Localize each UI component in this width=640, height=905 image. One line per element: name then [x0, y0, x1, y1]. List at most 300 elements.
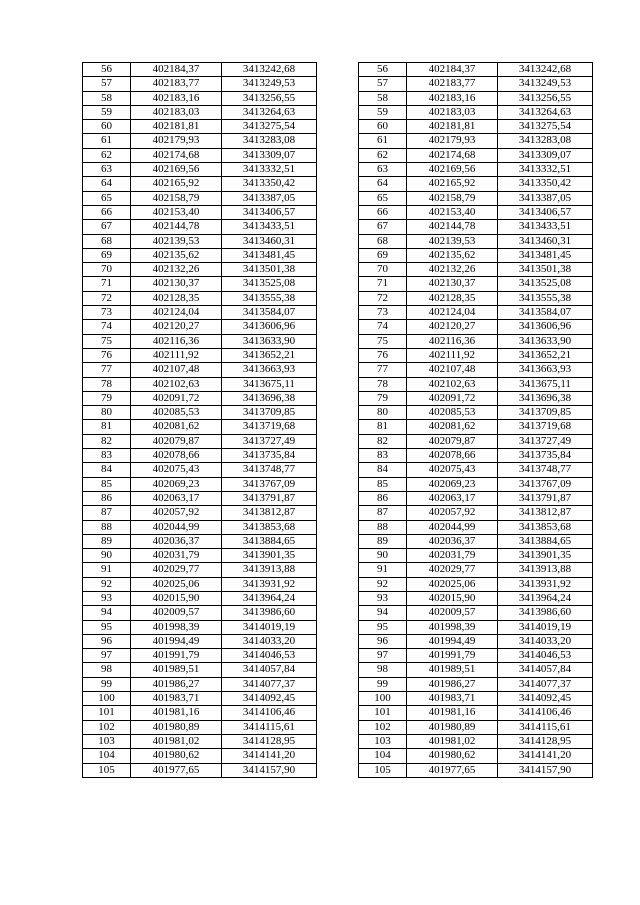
- left-x-coordinate-cell: 402057,92: [131, 506, 222, 520]
- right-x-coordinate-cell: 402158,79: [407, 191, 498, 205]
- right-point-number-cell: 56: [359, 63, 407, 77]
- column-gap: [317, 105, 359, 119]
- left-x-coordinate-cell: 402063,17: [131, 491, 222, 505]
- table-row: [83, 434, 593, 448]
- left-x-coordinate-cell: 402044,99: [131, 520, 222, 534]
- left-y-coordinate-cell: 3413931,92: [222, 577, 317, 591]
- left-point-number-cell: 75: [83, 334, 131, 348]
- right-y-coordinate-cell: 3414092,45: [498, 692, 593, 706]
- left-point-number-cell: 101: [83, 706, 131, 720]
- right-x-coordinate-cell: 402009,57: [407, 606, 498, 620]
- left-y-coordinate-cell: 3413633,90: [222, 334, 317, 348]
- left-point-number-cell: 95: [83, 620, 131, 634]
- left-y-coordinate-cell: 3413460,31: [222, 234, 317, 248]
- left-y-coordinate-cell: 3413350,42: [222, 177, 317, 191]
- left-point-number-cell: 70: [83, 263, 131, 277]
- column-gap: [317, 134, 359, 148]
- left-point-number-cell: 72: [83, 291, 131, 305]
- left-y-coordinate-cell: 3413767,09: [222, 477, 317, 491]
- right-x-coordinate-cell: 402079,87: [407, 434, 498, 448]
- right-y-coordinate-cell: 3414115,61: [498, 720, 593, 734]
- left-y-coordinate-cell: 3414106,46: [222, 706, 317, 720]
- right-x-coordinate-cell: 402063,17: [407, 491, 498, 505]
- right-x-coordinate-cell: 402165,92: [407, 177, 498, 191]
- column-gap: [317, 163, 359, 177]
- left-y-coordinate-cell: 3413663,93: [222, 363, 317, 377]
- left-point-number-cell: 76: [83, 348, 131, 362]
- right-y-coordinate-cell: 3413709,85: [498, 406, 593, 420]
- right-x-coordinate-cell: 402111,92: [407, 348, 498, 362]
- left-x-coordinate-cell: 401983,71: [131, 692, 222, 706]
- left-y-coordinate-cell: 3414141,20: [222, 749, 317, 763]
- left-y-coordinate-cell: 3413853,68: [222, 520, 317, 534]
- left-y-coordinate-cell: 3413256,55: [222, 91, 317, 105]
- left-point-number-cell: 85: [83, 477, 131, 491]
- right-x-coordinate-cell: 402135,62: [407, 248, 498, 262]
- left-y-coordinate-cell: 3413242,68: [222, 63, 317, 77]
- right-point-number-cell: 91: [359, 563, 407, 577]
- left-x-coordinate-cell: 402078,66: [131, 449, 222, 463]
- left-point-number-cell: 96: [83, 634, 131, 648]
- left-y-coordinate-cell: 3413913,88: [222, 563, 317, 577]
- right-point-number-cell: 62: [359, 148, 407, 162]
- right-point-number-cell: 73: [359, 306, 407, 320]
- right-x-coordinate-cell: 402015,90: [407, 591, 498, 605]
- right-y-coordinate-cell: 3414077,37: [498, 677, 593, 691]
- left-point-number-cell: 90: [83, 549, 131, 563]
- right-y-coordinate-cell: 3413812,87: [498, 506, 593, 520]
- column-gap: [317, 248, 359, 262]
- column-gap: [317, 406, 359, 420]
- right-point-number-cell: 104: [359, 749, 407, 763]
- left-point-number-cell: 80: [83, 406, 131, 420]
- right-x-coordinate-cell: 402091,72: [407, 391, 498, 405]
- right-x-coordinate-cell: 402139,53: [407, 234, 498, 248]
- table-row: [83, 320, 593, 334]
- column-gap: [317, 191, 359, 205]
- right-point-number-cell: 83: [359, 449, 407, 463]
- table-row: [83, 134, 593, 148]
- right-point-number-cell: 84: [359, 463, 407, 477]
- left-point-number-cell: 71: [83, 277, 131, 291]
- left-y-coordinate-cell: 3413964,24: [222, 591, 317, 605]
- right-x-coordinate-cell: 402181,81: [407, 120, 498, 134]
- left-y-coordinate-cell: 3414092,45: [222, 692, 317, 706]
- right-x-coordinate-cell: 401981,16: [407, 706, 498, 720]
- left-y-coordinate-cell: 3413791,87: [222, 491, 317, 505]
- table-row: [83, 463, 593, 477]
- left-x-coordinate-cell: 402132,26: [131, 263, 222, 277]
- right-y-coordinate-cell: 3413901,35: [498, 549, 593, 563]
- table-row: [83, 63, 593, 77]
- left-point-number-cell: 97: [83, 649, 131, 663]
- right-y-coordinate-cell: 3414157,90: [498, 763, 593, 777]
- right-x-coordinate-cell: 401980,89: [407, 720, 498, 734]
- column-gap: [317, 491, 359, 505]
- left-x-coordinate-cell: 402111,92: [131, 348, 222, 362]
- left-x-coordinate-cell: 402135,62: [131, 248, 222, 262]
- right-point-number-cell: 65: [359, 191, 407, 205]
- left-x-coordinate-cell: 402085,53: [131, 406, 222, 420]
- right-y-coordinate-cell: 3413264,63: [498, 105, 593, 119]
- right-point-number-cell: 82: [359, 434, 407, 448]
- left-x-coordinate-cell: 402183,16: [131, 91, 222, 105]
- right-x-coordinate-cell: 402085,53: [407, 406, 498, 420]
- right-y-coordinate-cell: 3413767,09: [498, 477, 593, 491]
- right-x-coordinate-cell: 402124,04: [407, 306, 498, 320]
- table-row: [83, 634, 593, 648]
- left-x-coordinate-cell: 401998,39: [131, 620, 222, 634]
- column-gap: [317, 692, 359, 706]
- column-gap: [317, 506, 359, 520]
- right-point-number-cell: 88: [359, 520, 407, 534]
- table-row: [83, 191, 593, 205]
- right-x-coordinate-cell: 402183,03: [407, 105, 498, 119]
- right-point-number-cell: 89: [359, 534, 407, 548]
- right-x-coordinate-cell: 402183,16: [407, 91, 498, 105]
- right-x-coordinate-cell: 401991,79: [407, 649, 498, 663]
- table-row: [83, 334, 593, 348]
- left-point-number-cell: 57: [83, 77, 131, 91]
- left-x-coordinate-cell: 402183,03: [131, 105, 222, 119]
- table-row: [83, 763, 593, 777]
- table-row: [83, 677, 593, 691]
- table-row: [83, 420, 593, 434]
- right-point-number-cell: 101: [359, 706, 407, 720]
- left-x-coordinate-cell: 401981,02: [131, 734, 222, 748]
- right-point-number-cell: 63: [359, 163, 407, 177]
- left-y-coordinate-cell: 3413332,51: [222, 163, 317, 177]
- left-point-number-cell: 99: [83, 677, 131, 691]
- right-y-coordinate-cell: 3414106,46: [498, 706, 593, 720]
- left-point-number-cell: 59: [83, 105, 131, 119]
- left-point-number-cell: 86: [83, 491, 131, 505]
- left-x-coordinate-cell: 401991,79: [131, 649, 222, 663]
- right-point-number-cell: 96: [359, 634, 407, 648]
- column-gap: [317, 663, 359, 677]
- right-x-coordinate-cell: 402132,26: [407, 263, 498, 277]
- left-point-number-cell: 62: [83, 148, 131, 162]
- right-point-number-cell: 100: [359, 692, 407, 706]
- left-y-coordinate-cell: 3413709,85: [222, 406, 317, 420]
- left-x-coordinate-cell: 402075,43: [131, 463, 222, 477]
- left-point-number-cell: 63: [83, 163, 131, 177]
- right-y-coordinate-cell: 3413525,08: [498, 277, 593, 291]
- column-gap: [317, 577, 359, 591]
- left-y-coordinate-cell: 3414157,90: [222, 763, 317, 777]
- left-point-number-cell: 74: [83, 320, 131, 334]
- coordinates-table: [82, 62, 593, 778]
- right-point-number-cell: 59: [359, 105, 407, 119]
- left-y-coordinate-cell: 3413675,11: [222, 377, 317, 391]
- left-point-number-cell: 73: [83, 306, 131, 320]
- right-y-coordinate-cell: 3413791,87: [498, 491, 593, 505]
- left-point-number-cell: 58: [83, 91, 131, 105]
- right-y-coordinate-cell: 3414046,53: [498, 649, 593, 663]
- table-row: [83, 663, 593, 677]
- left-y-coordinate-cell: 3413727,49: [222, 434, 317, 448]
- left-y-coordinate-cell: 3413283,08: [222, 134, 317, 148]
- table-row: [83, 620, 593, 634]
- left-x-coordinate-cell: 402031,79: [131, 549, 222, 563]
- left-point-number-cell: 102: [83, 720, 131, 734]
- left-x-coordinate-cell: 402139,53: [131, 234, 222, 248]
- left-x-coordinate-cell: 402009,57: [131, 606, 222, 620]
- right-y-coordinate-cell: 3413748,77: [498, 463, 593, 477]
- left-y-coordinate-cell: 3413309,07: [222, 148, 317, 162]
- right-x-coordinate-cell: 402078,66: [407, 449, 498, 463]
- column-gap: [317, 306, 359, 320]
- left-x-coordinate-cell: 401989,51: [131, 663, 222, 677]
- table-row: [83, 263, 593, 277]
- right-point-number-cell: 87: [359, 506, 407, 520]
- left-y-coordinate-cell: 3413275,54: [222, 120, 317, 134]
- left-y-coordinate-cell: 3413735,84: [222, 449, 317, 463]
- right-x-coordinate-cell: 402029,77: [407, 563, 498, 577]
- right-y-coordinate-cell: 3413853,68: [498, 520, 593, 534]
- table-row: [83, 706, 593, 720]
- left-x-coordinate-cell: 402128,35: [131, 291, 222, 305]
- left-x-coordinate-cell: 402130,37: [131, 277, 222, 291]
- left-y-coordinate-cell: 3413481,45: [222, 248, 317, 262]
- column-gap: [317, 734, 359, 748]
- right-y-coordinate-cell: 3413433,51: [498, 220, 593, 234]
- right-x-coordinate-cell: 402031,79: [407, 549, 498, 563]
- left-y-coordinate-cell: 3413501,38: [222, 263, 317, 277]
- table-row: [83, 105, 593, 119]
- left-y-coordinate-cell: 3413901,35: [222, 549, 317, 563]
- table-row: [83, 77, 593, 91]
- right-y-coordinate-cell: 3414057,84: [498, 663, 593, 677]
- left-y-coordinate-cell: 3413986,60: [222, 606, 317, 620]
- right-point-number-cell: 97: [359, 649, 407, 663]
- table-row: [83, 377, 593, 391]
- right-x-coordinate-cell: 402107,48: [407, 363, 498, 377]
- left-x-coordinate-cell: 402124,04: [131, 306, 222, 320]
- left-point-number-cell: 60: [83, 120, 131, 134]
- right-y-coordinate-cell: 3413931,92: [498, 577, 593, 591]
- column-gap: [317, 363, 359, 377]
- left-x-coordinate-cell: 402102,63: [131, 377, 222, 391]
- left-y-coordinate-cell: 3413606,96: [222, 320, 317, 334]
- left-point-number-cell: 93: [83, 591, 131, 605]
- left-x-coordinate-cell: 402158,79: [131, 191, 222, 205]
- table-row: [83, 234, 593, 248]
- table-row: [83, 363, 593, 377]
- right-x-coordinate-cell: 402174,68: [407, 148, 498, 162]
- right-y-coordinate-cell: 3413663,93: [498, 363, 593, 377]
- column-gap: [317, 463, 359, 477]
- right-point-number-cell: 102: [359, 720, 407, 734]
- right-y-coordinate-cell: 3413735,84: [498, 449, 593, 463]
- column-gap: [317, 649, 359, 663]
- left-point-number-cell: 82: [83, 434, 131, 448]
- left-point-number-cell: 84: [83, 463, 131, 477]
- right-y-coordinate-cell: 3413242,68: [498, 63, 593, 77]
- left-point-number-cell: 89: [83, 534, 131, 548]
- right-point-number-cell: 103: [359, 734, 407, 748]
- column-gap: [317, 477, 359, 491]
- right-point-number-cell: 57: [359, 77, 407, 91]
- table-row: [83, 449, 593, 463]
- right-x-coordinate-cell: 401998,39: [407, 620, 498, 634]
- column-gap: [317, 334, 359, 348]
- right-x-coordinate-cell: 402025,06: [407, 577, 498, 591]
- right-point-number-cell: 69: [359, 248, 407, 262]
- table-row: [83, 348, 593, 362]
- left-point-number-cell: 67: [83, 220, 131, 234]
- left-point-number-cell: 91: [83, 563, 131, 577]
- table-row: [83, 277, 593, 291]
- right-x-coordinate-cell: 402044,99: [407, 520, 498, 534]
- right-y-coordinate-cell: 3414033,20: [498, 634, 593, 648]
- right-y-coordinate-cell: 3413727,49: [498, 434, 593, 448]
- right-point-number-cell: 58: [359, 91, 407, 105]
- left-point-number-cell: 79: [83, 391, 131, 405]
- table-row: [83, 391, 593, 405]
- right-point-number-cell: 92: [359, 577, 407, 591]
- left-x-coordinate-cell: 402036,37: [131, 534, 222, 548]
- table-row: [83, 749, 593, 763]
- right-y-coordinate-cell: 3413584,07: [498, 306, 593, 320]
- left-point-number-cell: 81: [83, 420, 131, 434]
- left-x-coordinate-cell: 402015,90: [131, 591, 222, 605]
- table-row: [83, 220, 593, 234]
- right-point-number-cell: 79: [359, 391, 407, 405]
- right-x-coordinate-cell: 402144,78: [407, 220, 498, 234]
- left-x-coordinate-cell: 402174,68: [131, 148, 222, 162]
- column-gap: [317, 763, 359, 777]
- left-x-coordinate-cell: 402091,72: [131, 391, 222, 405]
- table-row: [83, 549, 593, 563]
- left-x-coordinate-cell: 401977,65: [131, 763, 222, 777]
- left-x-coordinate-cell: 402081,62: [131, 420, 222, 434]
- left-x-coordinate-cell: 402183,77: [131, 77, 222, 91]
- left-point-number-cell: 77: [83, 363, 131, 377]
- left-point-number-cell: 83: [83, 449, 131, 463]
- left-x-coordinate-cell: 401980,89: [131, 720, 222, 734]
- column-gap: [317, 520, 359, 534]
- table-row: [83, 177, 593, 191]
- right-x-coordinate-cell: 401977,65: [407, 763, 498, 777]
- column-gap: [317, 606, 359, 620]
- right-x-coordinate-cell: 401983,71: [407, 692, 498, 706]
- column-gap: [317, 263, 359, 277]
- column-gap: [317, 91, 359, 105]
- left-x-coordinate-cell: 402069,23: [131, 477, 222, 491]
- left-x-coordinate-cell: 402165,92: [131, 177, 222, 191]
- left-y-coordinate-cell: 3413748,77: [222, 463, 317, 477]
- left-x-coordinate-cell: 402184,37: [131, 63, 222, 77]
- right-x-coordinate-cell: 402153,40: [407, 205, 498, 219]
- left-point-number-cell: 88: [83, 520, 131, 534]
- table-row: [83, 534, 593, 548]
- left-y-coordinate-cell: 3414046,53: [222, 649, 317, 663]
- column-gap: [317, 120, 359, 134]
- table-row: [83, 148, 593, 162]
- left-point-number-cell: 68: [83, 234, 131, 248]
- right-point-number-cell: 99: [359, 677, 407, 691]
- right-point-number-cell: 61: [359, 134, 407, 148]
- column-gap: [317, 63, 359, 77]
- right-point-number-cell: 93: [359, 591, 407, 605]
- right-y-coordinate-cell: 3413555,38: [498, 291, 593, 305]
- right-point-number-cell: 90: [359, 549, 407, 563]
- left-y-coordinate-cell: 3413264,63: [222, 105, 317, 119]
- column-gap: [317, 549, 359, 563]
- left-x-coordinate-cell: 401994,49: [131, 634, 222, 648]
- right-y-coordinate-cell: 3413460,31: [498, 234, 593, 248]
- left-x-coordinate-cell: 401981,16: [131, 706, 222, 720]
- left-y-coordinate-cell: 3414128,95: [222, 734, 317, 748]
- column-gap: [317, 177, 359, 191]
- right-y-coordinate-cell: 3414019,19: [498, 620, 593, 634]
- left-point-number-cell: 61: [83, 134, 131, 148]
- column-gap: [317, 234, 359, 248]
- left-y-coordinate-cell: 3413249,53: [222, 77, 317, 91]
- coordinates-table-body: [83, 63, 593, 778]
- left-x-coordinate-cell: 402116,36: [131, 334, 222, 348]
- right-y-coordinate-cell: 3413283,08: [498, 134, 593, 148]
- right-y-coordinate-cell: 3413696,38: [498, 391, 593, 405]
- column-gap: [317, 634, 359, 648]
- right-x-coordinate-cell: 402128,35: [407, 291, 498, 305]
- column-gap: [317, 277, 359, 291]
- left-x-coordinate-cell: 402120,27: [131, 320, 222, 334]
- table-row: [83, 591, 593, 605]
- right-y-coordinate-cell: 3413406,57: [498, 205, 593, 219]
- left-point-number-cell: 105: [83, 763, 131, 777]
- table-row: [83, 248, 593, 262]
- right-x-coordinate-cell: 402036,37: [407, 534, 498, 548]
- right-x-coordinate-cell: 401994,49: [407, 634, 498, 648]
- left-y-coordinate-cell: 3413719,68: [222, 420, 317, 434]
- right-x-coordinate-cell: 402184,37: [407, 63, 498, 77]
- right-x-coordinate-cell: 402169,56: [407, 163, 498, 177]
- column-gap: [317, 77, 359, 91]
- column-gap: [317, 391, 359, 405]
- right-point-number-cell: 105: [359, 763, 407, 777]
- table-row: [83, 406, 593, 420]
- right-x-coordinate-cell: 401980,62: [407, 749, 498, 763]
- left-point-number-cell: 56: [83, 63, 131, 77]
- right-y-coordinate-cell: 3413884,65: [498, 534, 593, 548]
- table-row: [83, 692, 593, 706]
- column-gap: [317, 706, 359, 720]
- right-x-coordinate-cell: 401989,51: [407, 663, 498, 677]
- left-point-number-cell: 78: [83, 377, 131, 391]
- right-y-coordinate-cell: 3413309,07: [498, 148, 593, 162]
- table-row: [83, 577, 593, 591]
- left-point-number-cell: 98: [83, 663, 131, 677]
- column-gap: [317, 534, 359, 548]
- left-y-coordinate-cell: 3413555,38: [222, 291, 317, 305]
- left-x-coordinate-cell: 402079,87: [131, 434, 222, 448]
- right-x-coordinate-cell: 402130,37: [407, 277, 498, 291]
- right-y-coordinate-cell: 3413350,42: [498, 177, 593, 191]
- right-x-coordinate-cell: 401986,27: [407, 677, 498, 691]
- right-point-number-cell: 66: [359, 205, 407, 219]
- left-x-coordinate-cell: 401986,27: [131, 677, 222, 691]
- left-point-number-cell: 104: [83, 749, 131, 763]
- right-y-coordinate-cell: 3413964,24: [498, 591, 593, 605]
- left-x-coordinate-cell: 401980,62: [131, 749, 222, 763]
- table-row: [83, 477, 593, 491]
- right-point-number-cell: 67: [359, 220, 407, 234]
- left-point-number-cell: 100: [83, 692, 131, 706]
- left-point-number-cell: 69: [83, 248, 131, 262]
- table-row: [83, 734, 593, 748]
